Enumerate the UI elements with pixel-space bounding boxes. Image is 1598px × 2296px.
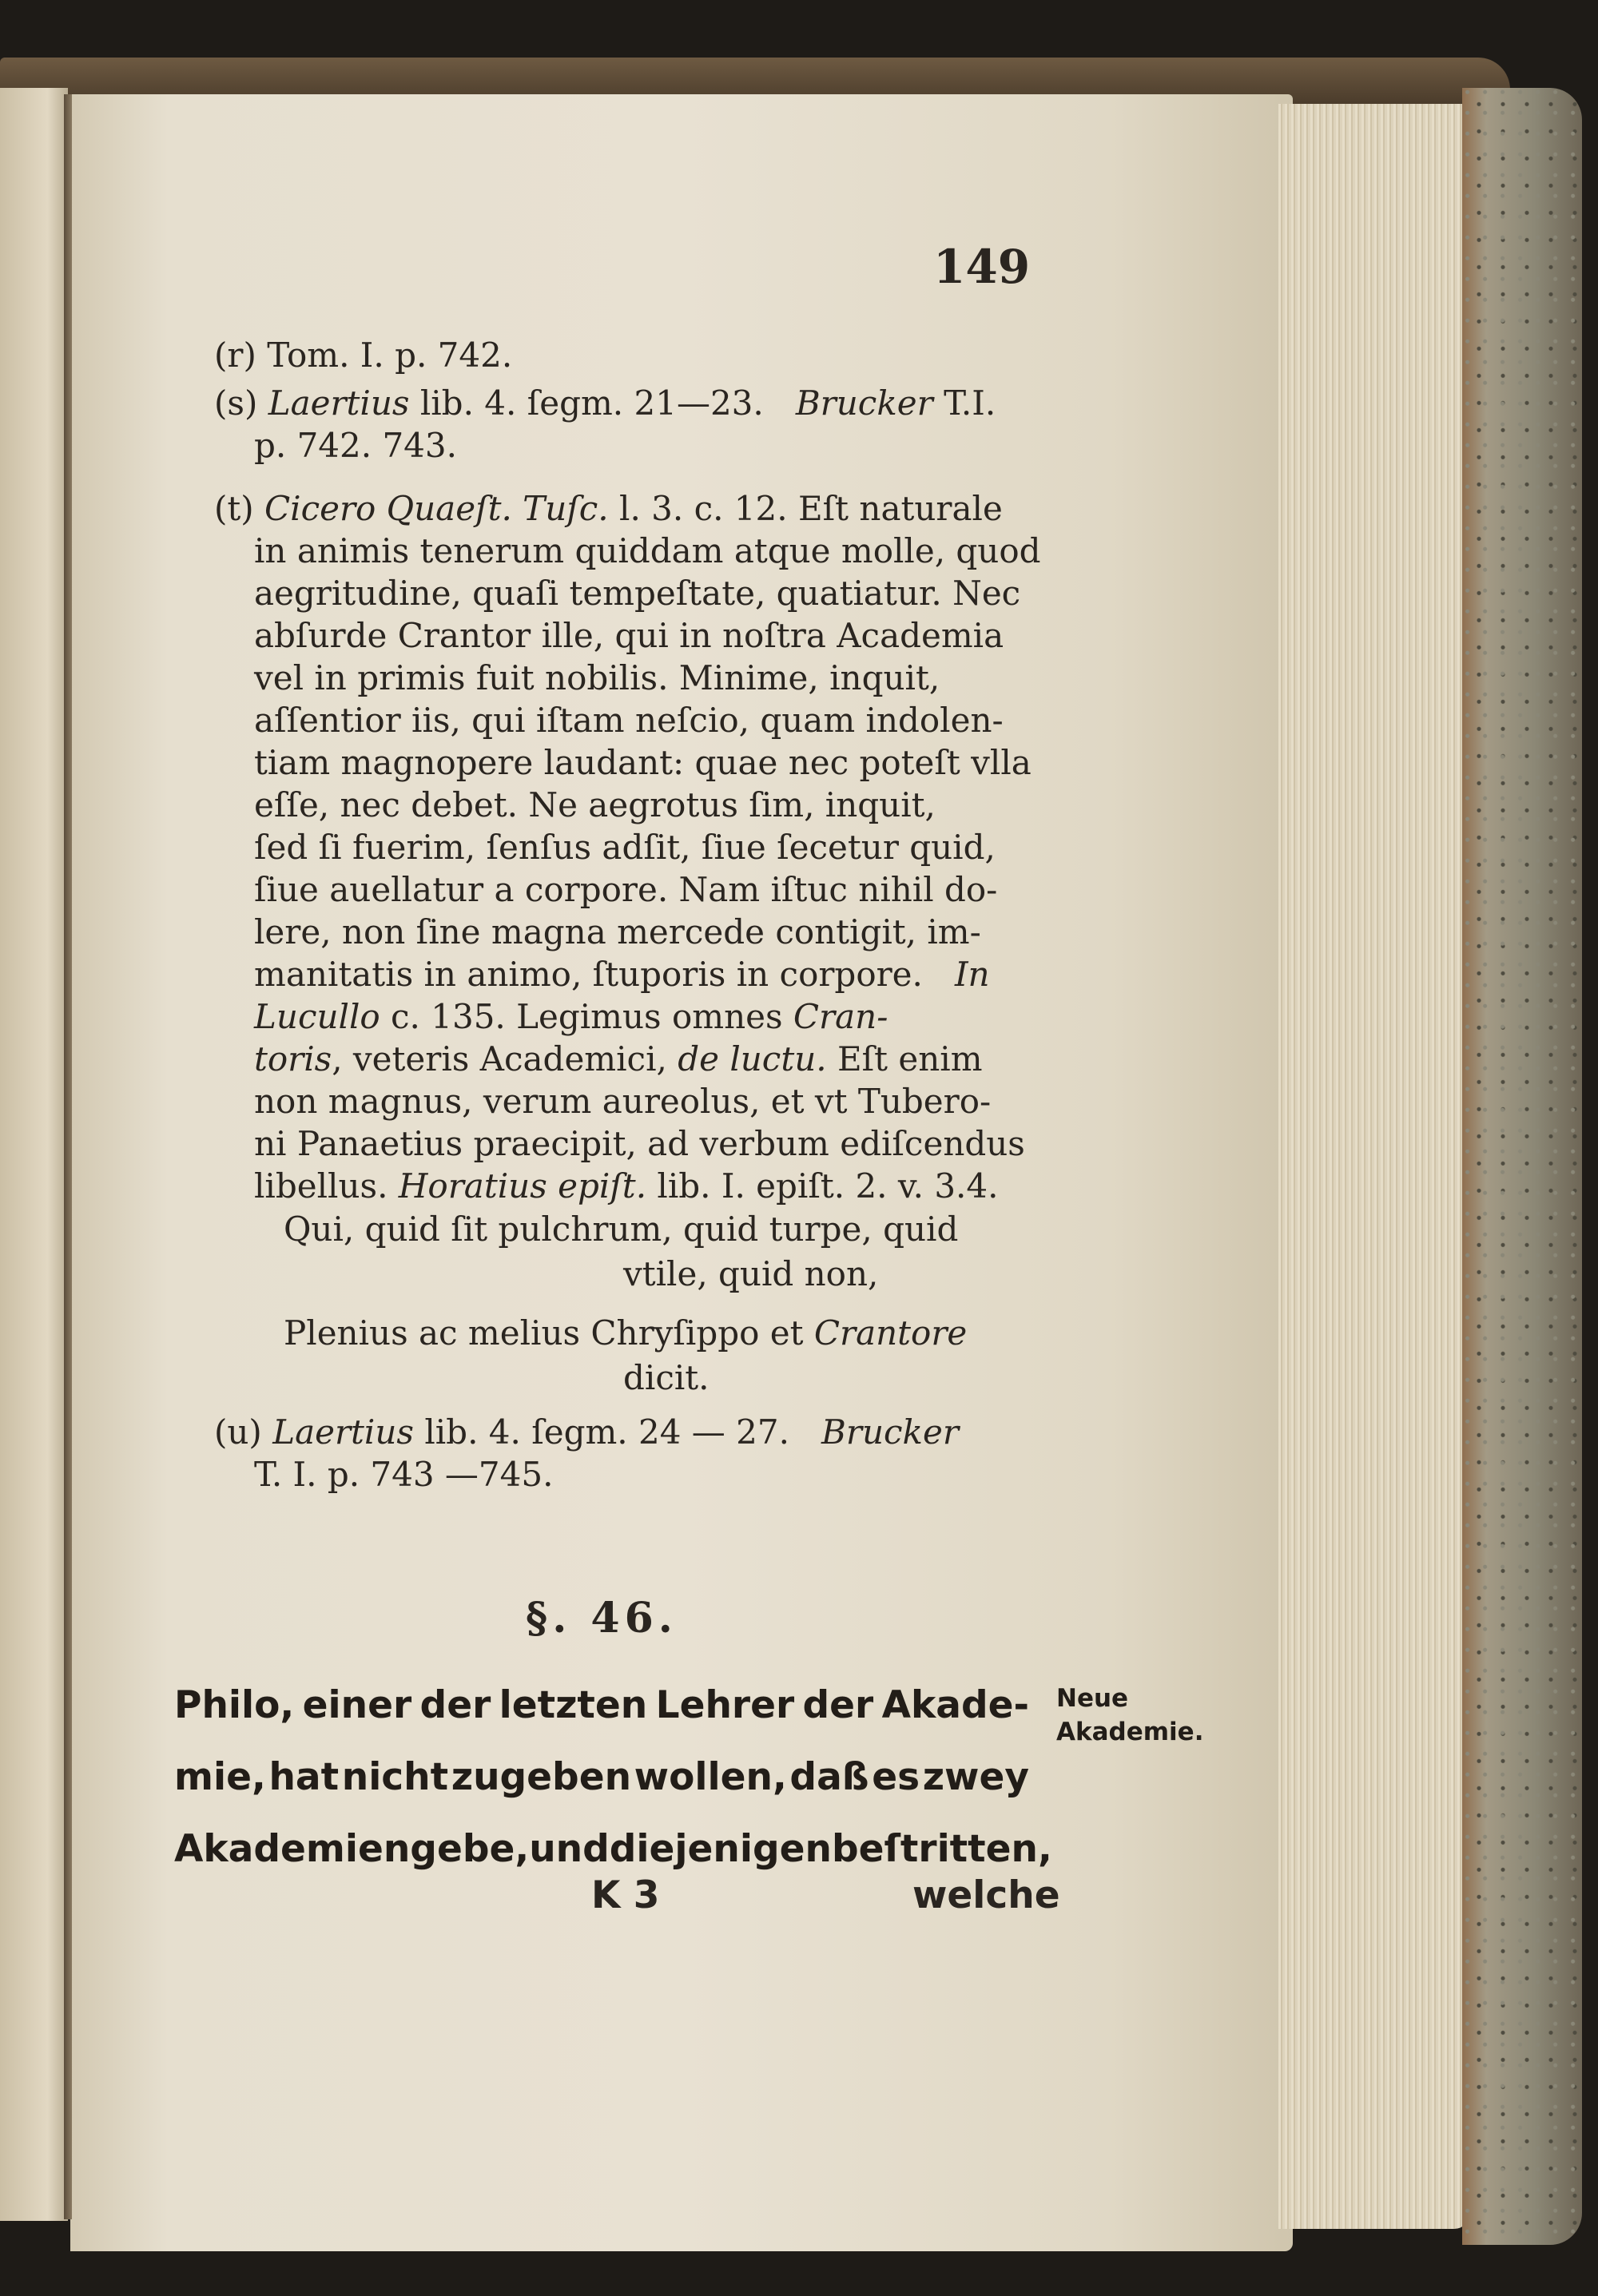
body-text bbox=[174, 1670, 1052, 1885]
author-name: toris bbox=[254, 1039, 332, 1078]
author-name: Laertius bbox=[272, 1412, 414, 1452]
footnote-line: p. 742. 743. bbox=[254, 426, 457, 465]
footnote-line: libellus. bbox=[254, 1166, 388, 1206]
footnote-r bbox=[214, 334, 512, 376]
word: beſtritten, bbox=[831, 1827, 1052, 1871]
author-name: Crantore bbox=[813, 1313, 968, 1353]
author-name: Brucker bbox=[795, 383, 933, 423]
footnote-s bbox=[214, 382, 996, 467]
word: hat bbox=[268, 1755, 340, 1799]
footnote-line: aegritudine, quaſi tempeſtate, quatiatur. Nec bbox=[254, 574, 1021, 613]
footnote-line: lib. I. epiſt. 2. v. 3.4. bbox=[657, 1166, 999, 1206]
footnote-line: vel in primis fuit nobilis. Minime, inquit, bbox=[254, 658, 940, 697]
work-title: Cicero Quaeſt. Tuſc. bbox=[264, 489, 609, 528]
word: der bbox=[419, 1683, 491, 1727]
word: wollen, bbox=[634, 1755, 787, 1799]
citation-text: lib. 4. ſegm. 24 — 27. bbox=[413, 1412, 789, 1452]
section-heading: §. 46. bbox=[526, 1594, 678, 1643]
footnote-line: manitatis in animo, ſtuporis in corpore. bbox=[254, 955, 923, 994]
verse-line: vtile, quid non, bbox=[623, 1254, 879, 1293]
footnote-line: ſed ſi fuerim, ſenſus adſit, ſiue ſecetur quid, bbox=[254, 828, 996, 867]
word: einer bbox=[302, 1683, 412, 1727]
footnote-line: ni Panaetius praecipit, ad verbum ediſcendus bbox=[254, 1124, 1025, 1163]
footnote-line: tiam magnopere laudant: quae nec poteſt vlla bbox=[254, 743, 1032, 782]
verse-line: Qui, quid ſit pulchrum, quid turpe, quid bbox=[284, 1210, 959, 1249]
word: daß bbox=[789, 1755, 869, 1799]
word: Akade- bbox=[881, 1683, 1029, 1727]
word: und bbox=[529, 1827, 610, 1871]
word: mie, bbox=[174, 1755, 266, 1799]
word: letzten bbox=[499, 1683, 648, 1727]
citation-text: lib. 4. ſegm. 21—23. bbox=[409, 383, 764, 423]
footnote-mark: (u) bbox=[214, 1412, 262, 1452]
footnote-line: in animis tenerum quiddam atque molle, quod bbox=[254, 531, 1041, 570]
page-block-edges bbox=[1278, 104, 1470, 2229]
footnote-line: , veteris Academici, bbox=[332, 1039, 667, 1078]
body-line-2 bbox=[174, 1742, 1029, 1813]
word: diejenigen bbox=[609, 1827, 832, 1871]
author-name: Laertius bbox=[268, 383, 410, 423]
marginal-note-line: Akademie. bbox=[1056, 1718, 1204, 1746]
author-name: Brucker bbox=[821, 1412, 959, 1452]
work-title: In bbox=[954, 955, 990, 994]
author-name: Cran- bbox=[793, 997, 888, 1036]
body-line-1 bbox=[174, 1670, 1029, 1742]
word: zugeben bbox=[451, 1755, 632, 1799]
work-title: Horatius epiſt. bbox=[398, 1166, 647, 1206]
marginal-note-line: Neue bbox=[1056, 1684, 1129, 1713]
gutter bbox=[64, 94, 72, 2219]
footnote-line: eſſe, nec debet. Ne aegrotus ſim, inquit, bbox=[254, 785, 936, 824]
marginal-note bbox=[1056, 1682, 1203, 1749]
word: zwey bbox=[922, 1755, 1029, 1799]
word: nicht bbox=[341, 1755, 449, 1799]
footnote-mark: (t) bbox=[214, 489, 254, 528]
word: es bbox=[872, 1755, 920, 1799]
verse-text: Plenius ac melius Chryſippo et bbox=[284, 1313, 804, 1353]
citation-text: T.I. bbox=[932, 383, 996, 423]
word: Lehrer bbox=[655, 1683, 795, 1727]
left-page-edge bbox=[0, 88, 68, 2221]
page-number: 149 bbox=[933, 240, 1031, 294]
book-spine-cover bbox=[1462, 88, 1582, 2245]
word: gebe, bbox=[410, 1827, 530, 1871]
catchword: welche bbox=[912, 1873, 1060, 1917]
footnote-line: ſiue auellatur a corpore. Nam iſtuc nihil do- bbox=[254, 870, 998, 909]
footnote-mark: (s) bbox=[214, 383, 258, 423]
footnote-line: T. I. p. 743 —745. bbox=[254, 1455, 554, 1494]
work-title: de luctu. bbox=[678, 1039, 827, 1078]
word: Philo, bbox=[174, 1683, 295, 1727]
footnote-u bbox=[214, 1411, 959, 1496]
footnote-mark: (r) bbox=[214, 336, 256, 375]
footnote-t-body bbox=[254, 530, 1041, 1207]
footnote-line: c. 135. Legimus omnes bbox=[391, 997, 783, 1036]
footnote-line: l. 3. c. 12. Eſt naturale bbox=[619, 489, 1003, 528]
footnote-line: Eſt enim bbox=[837, 1039, 983, 1078]
footnote-line: aſſentior iis, qui iſtam neſcio, quam indolen- bbox=[254, 701, 1004, 740]
footnote-line: lere, non ſine magna mercede contigit, im- bbox=[254, 912, 981, 951]
signature-mark: K 3 bbox=[591, 1873, 660, 1917]
word: Akademien bbox=[174, 1827, 411, 1871]
verse-line: dicit. bbox=[623, 1358, 710, 1397]
footnote-line: abſurde Crantor ille, qui in noſtra Academia bbox=[254, 616, 1004, 655]
word: der bbox=[802, 1683, 874, 1727]
work-title: Lucullo bbox=[254, 997, 380, 1036]
verse-line bbox=[284, 1312, 967, 1354]
footnote-text: Tom. I. p. 742. bbox=[267, 336, 513, 375]
footnote-t bbox=[214, 487, 1003, 530]
footnote-line: non magnus, verum aureolus, et vt Tubero- bbox=[254, 1082, 992, 1121]
